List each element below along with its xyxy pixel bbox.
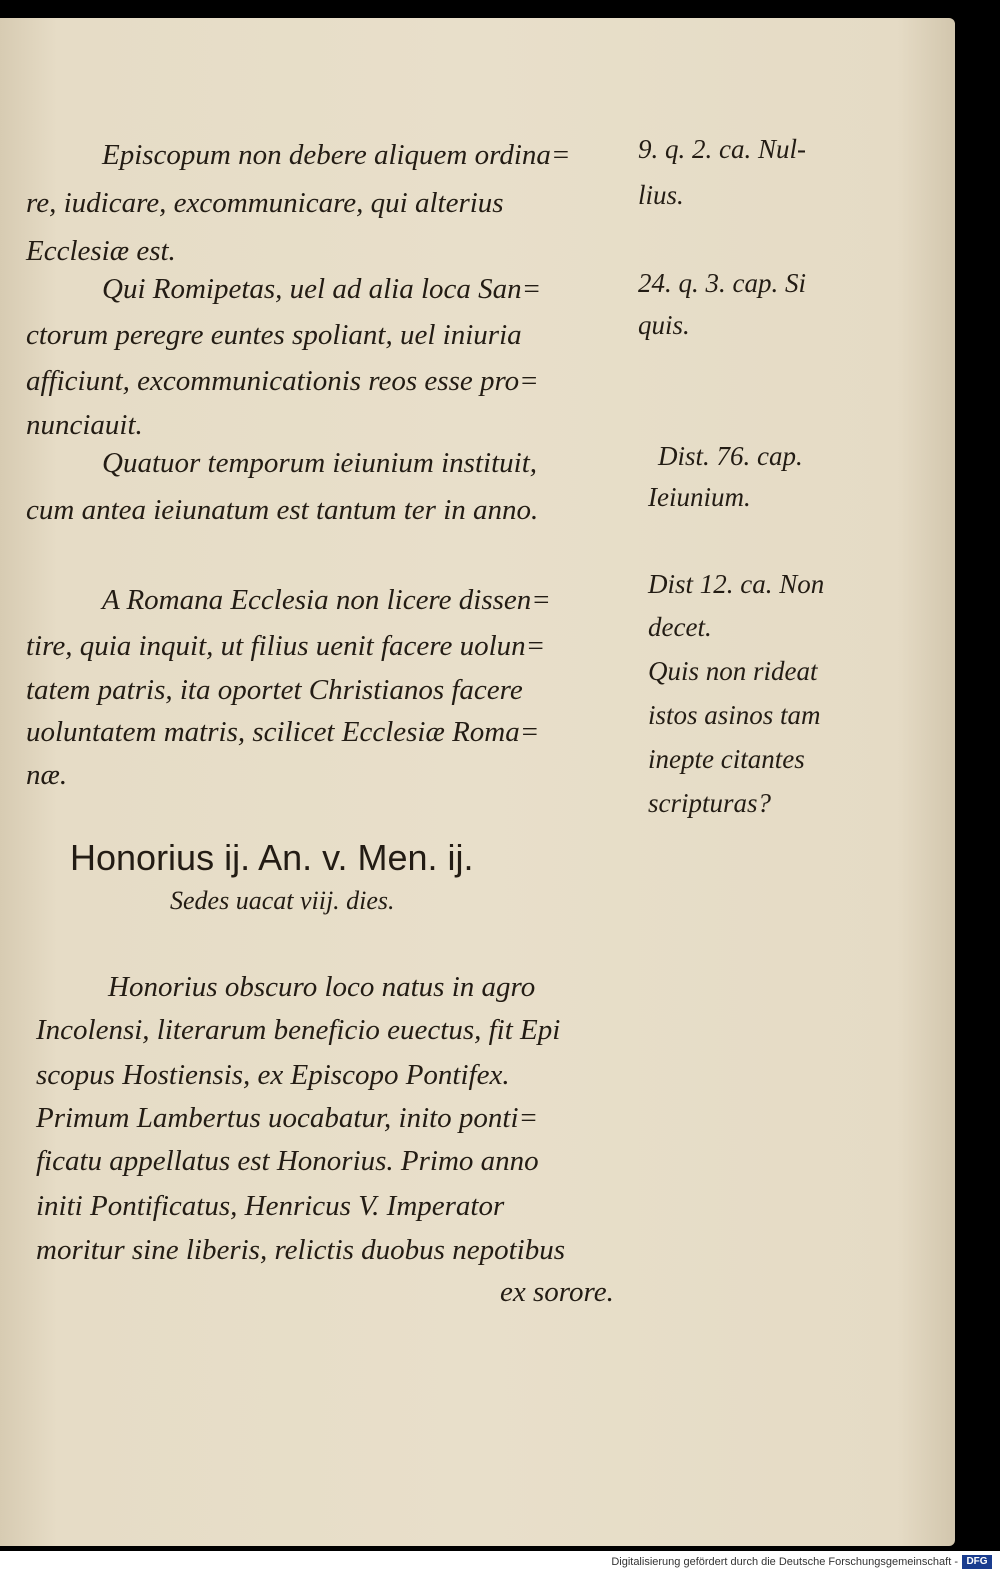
- text-line: tatem patris, ita oportet Christianos facere: [26, 674, 523, 706]
- text-line: uoluntatem matris, scilicet Ecclesiæ Roma=: [26, 716, 540, 748]
- text-line: afficiunt, excommunicationis reos esse pro=: [26, 365, 539, 397]
- text-line: næ.: [26, 759, 68, 791]
- text-line: Ecclesiæ est.: [26, 235, 176, 267]
- text-line: cum antea ieiunatum est tantum ter in anno.: [26, 494, 539, 526]
- text-line: Honorius obscuro loco natus in agro: [108, 971, 536, 1003]
- text-line: tire, quia inquit, ut filius uenit facere uolun=: [26, 630, 546, 662]
- text-line: Incolensi, literarum beneficio euectus, fit Epi: [36, 1014, 561, 1046]
- text-line: A Romana Ecclesia non licere dissen=: [102, 584, 551, 616]
- marginal-note: scripturas?: [648, 788, 772, 818]
- text-line: Qui Romipetas, uel ad alia loca San=: [102, 273, 542, 305]
- text-line: moritur sine liberis, relictis duobus nepotibus: [36, 1234, 565, 1266]
- marginal-note: quis.: [638, 310, 690, 340]
- section-heading: Honorius ij. An. v. Men. ij.: [70, 837, 474, 878]
- marginal-note: Quis non rideat: [648, 656, 818, 686]
- funding-notice: Digitalisierung gefördert durch die Deutsche Forschungsgemeinschaft -: [611, 1556, 958, 1568]
- marginal-note: Dist. 76. cap.: [658, 441, 803, 471]
- marginal-note: Ieiunium.: [648, 482, 751, 512]
- marginal-note: 9. q. 2. ca. Nul-: [638, 134, 806, 164]
- text-line: scopus Hostiensis, ex Episcopo Pontifex.: [36, 1059, 510, 1091]
- text-line: ficatu appellatus est Honorius. Primo anno: [36, 1145, 539, 1177]
- marginal-note: lius.: [638, 180, 684, 210]
- marginal-note: 24. q. 3. cap. Si: [638, 268, 806, 298]
- section-subheading: Sedes uacat viij. dies.: [170, 886, 395, 915]
- dfg-logo: DFG: [962, 1555, 992, 1569]
- text-line: initi Pontificatus, Henricus V. Imperator: [36, 1190, 505, 1222]
- marginal-note: decet.: [648, 612, 712, 642]
- text-line: Primum Lambertus uocabatur, inito ponti=: [36, 1102, 539, 1134]
- text-line: Episcopum non debere aliquem ordina=: [102, 139, 571, 171]
- marginal-note: istos asinos tam: [648, 700, 821, 730]
- catchword: ex sorore.: [500, 1276, 614, 1308]
- text-line: ctorum peregre euntes spoliant, uel iniuria: [26, 319, 522, 351]
- text-line: re, iudicare, excommunicare, qui alterius: [26, 187, 504, 219]
- text-line: nunciauit.: [26, 409, 143, 441]
- text-line: Quatuor temporum ieiunium instituit,: [102, 447, 537, 479]
- marginal-note: inepte citantes: [648, 744, 805, 774]
- marginal-note: Dist 12. ca. Non: [648, 569, 825, 599]
